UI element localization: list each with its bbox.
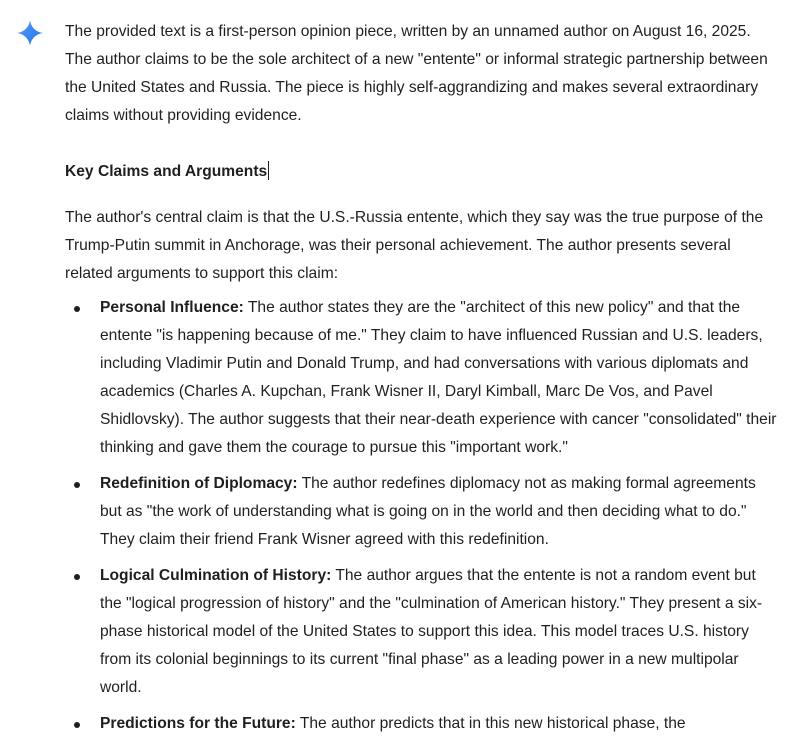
list-item-title: Logical Culmination of History: xyxy=(100,567,332,584)
list-item-text: The author predicts that in this new historical phase, the xyxy=(295,715,686,732)
list-item xyxy=(65,562,777,702)
list-item xyxy=(65,710,777,738)
bullet-icon xyxy=(74,306,80,312)
list-item-title: Predictions for the Future: xyxy=(100,715,296,732)
gemini-spark-icon xyxy=(17,20,43,46)
bullet-icon xyxy=(74,722,80,728)
section-heading xyxy=(65,158,269,186)
response-content xyxy=(65,18,777,746)
claims-list xyxy=(65,294,777,738)
list-item-title: Personal Influence: xyxy=(100,299,244,316)
section-heading-text: Key Claims and Arguments xyxy=(65,163,268,180)
list-item-text: The author redefines diplomacy not as making formal agreements but as "the work of understanding what is going on in the world and then deciding what to do." They claim their friend Frank Wisner agreed with this redefinition. xyxy=(100,475,756,548)
text-cursor xyxy=(268,161,269,180)
list-item xyxy=(65,294,777,462)
list-item-text: The author states they are the "architect of this new policy" and that the entente "is happening because of me." They claim to have influenced Russian and U.S. leaders, including Vladimir Putin and Donald Trump, and had conversations with various diplomats and academics (Charles A. Kupchan, Frank Wisner II, Daryl Kimball, Marc De Vos, and Pavel Shidlovsky). The author suggests that their near-death experience with cancer "consolidated" their thinking and gave them the courage to pursue this "important work." xyxy=(100,299,777,456)
section-paragraph: The author's central claim is that the U.S.-Russia entente, which they say was the true purpose of the Trump-Putin summit in Anchorage, was their personal achievement. The author presents several related arguments to support this claim: xyxy=(65,209,764,282)
bullet-icon xyxy=(74,482,80,488)
list-item-title: Redefinition of Diplomacy: xyxy=(100,475,298,492)
intro-paragraph: The provided text is a first-person opinion piece, written by an unnamed author on August 16, 2025. The author claims to be the sole architect of a new "entente" or informal strategic partnership between the United States and Russia. The piece is highly self-aggrandizing and makes several extraordinary claims without providing evidence. xyxy=(65,23,768,124)
list-item-text: The author argues that the entente is not a random event but the "logical progression of history" and the "culmination of American history." They present a six-phase historical model of the United States to support this idea. This model traces U.S. history from its colonial beginnings to its current "final phase" as a leading power in a new multipolar world. xyxy=(100,567,763,696)
bullet-icon xyxy=(74,574,80,580)
list-item xyxy=(65,470,777,554)
